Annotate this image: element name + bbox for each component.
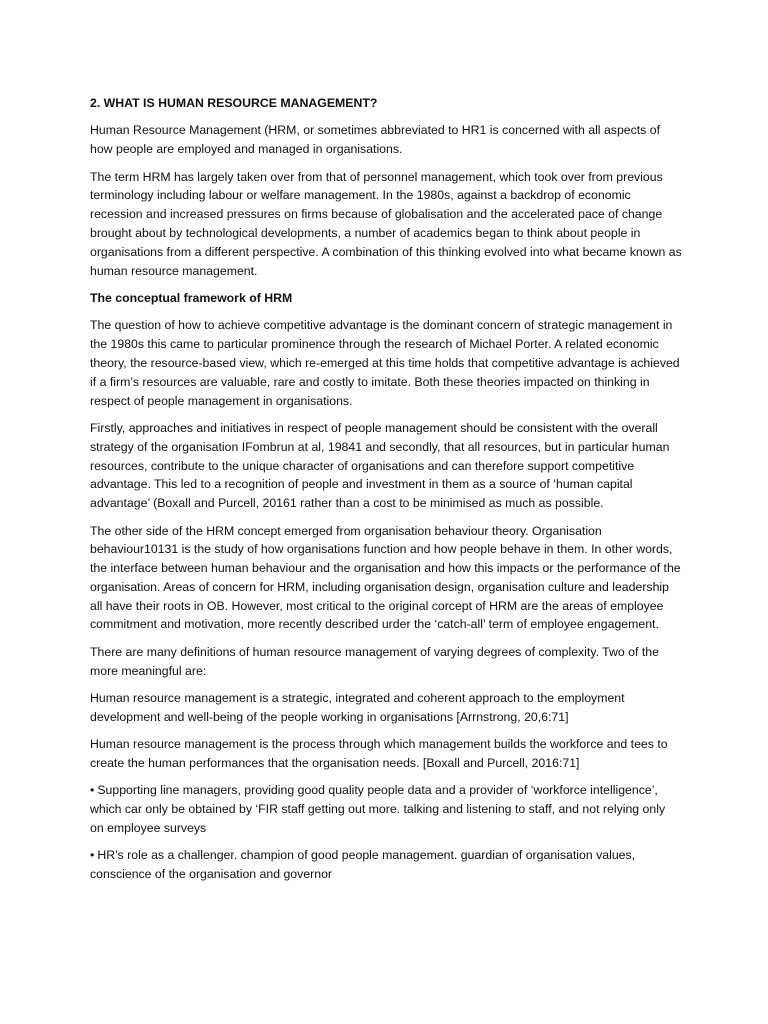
- paragraph-definitions-intro: There are many definitions of human resource management of varying degrees of complexity. Two of the more meaningful are:: [90, 644, 659, 678]
- bullet-item: [90, 781, 682, 837]
- paragraph-intro: Human Resource Management (HRM, or sometimes abbreviated to HR1 is concerned with all aspects of how people are employed and managed in organisations.: [90, 123, 661, 157]
- document-heading: 2. WHAT IS HUMAN RESOURCE MANAGEMENT?: [90, 96, 378, 110]
- bullet-icon: •: [90, 783, 95, 798]
- paragraph-competitive-advantage: The question of how to achieve competitive advantage is the dominant concern of strategic management in the 1980s this came to particular prominence through the research of Michael Porter. A related economic theory, the resource-based view, which re-emerged at this time holds that competitive advantage is achieved if a firm’s resources are valuable, rare and costly to imitate. Both these theories impacted on thinking in respect of people management in organisations.: [90, 318, 680, 408]
- bullet-item: [90, 846, 682, 884]
- section-subheading: The conceptual framework of HRM: [90, 290, 293, 305]
- paragraph-definition-armstrong: Human resource management is a strategic, integrated and coherent approach to the employment development and well-being of the people working in organisations [Arrnstrong, 20,6:71]: [90, 691, 625, 724]
- document-page: [90, 94, 682, 893]
- paragraph-definition-boxall: Human resource management is the process through which management builds the workforce and tees to create the human performances that the organisation needs. [Boxall and Purcell, 2016:71]: [90, 737, 668, 771]
- bullet-text: HR’s role as a challenger. champion of good people management. guardian of organisation values, conscience of the organisation and governor: [90, 848, 636, 882]
- bullet-icon: •: [90, 848, 95, 863]
- paragraph-history: The term HRM has largely taken over from that of personnel management, which took over from previous terminology including labour or welfare management. In the 1980s, against a backdrop of economic recession and increased pressures on firms because of globalisation and the accelerated pace of change brought about by technological developments, a number of academics began to think about people in organisations from a different perspective. A combination of this thinking evolved into what became known as human resource management.: [90, 169, 682, 278]
- paragraph-firstly: Firstly, approaches and initiatives in respect of people management should be consistent with the overall strategy of the organisation IFombrun at al, 19841 and secondly, that all resources, but in particular human resources, contribute to the unique character of organisations and can therefore support competitive advantage. This led to a recognition of people and investment in them as a source of ‘human capital advantage’ (Boxall and Purcell, 20161 rather than a cost to be minimised as much as possible.: [90, 420, 670, 511]
- paragraph-organisation-behaviour: The other side of the HRM concept emerged from organisation behaviour theory. Organisation behaviour10131 is the study of how organisations function and how people behave in them. In other words, the interface between human behaviour and the organisation and how this impacts or the performance of the organisation. Areas of concern for HRM, including organisation design, organisation culture and leadership all have their roots in OB. However, most critical to the original corcept of HRM are the areas of employee commitment and motivation, more recently described urder the ‘catch-all’ term of employee engagement.: [90, 523, 681, 632]
- bullet-text: Supporting line managers, providing good quality people data and a provider of ‘workforce intelligence’, which car only be obtained by ‘FIR staff getting out more. talking and listening to staff, and not relying only on employee surveys: [90, 783, 666, 836]
